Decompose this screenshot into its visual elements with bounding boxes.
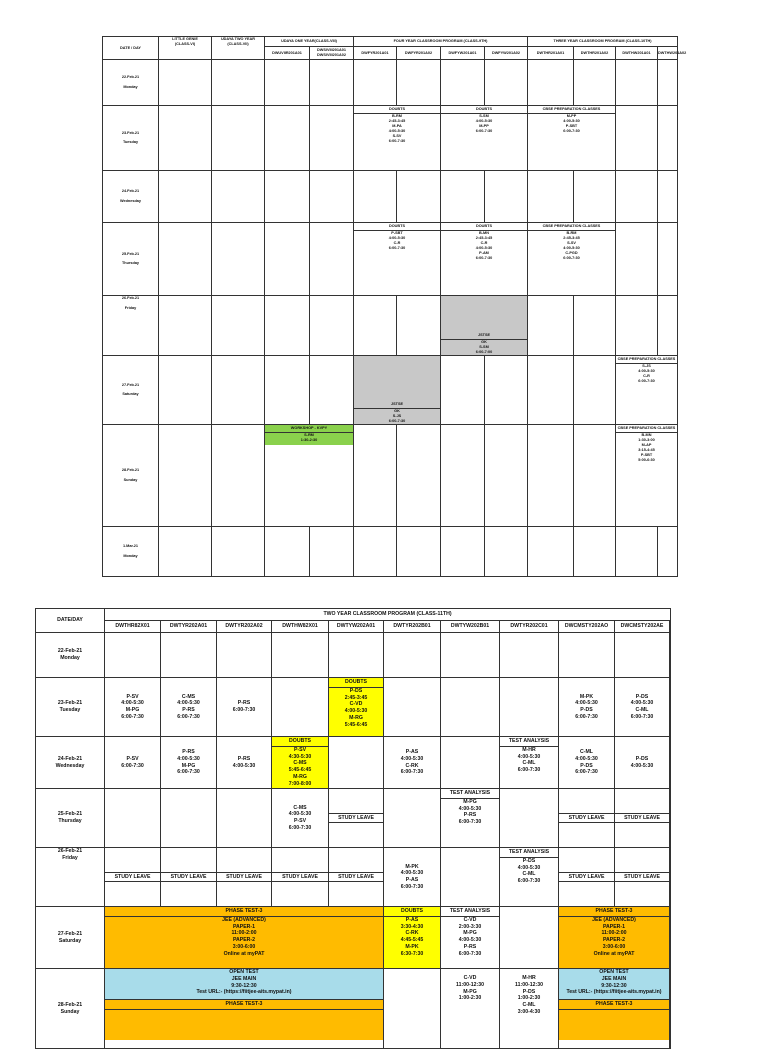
batch-header: DWTHR201A02 (574, 47, 616, 60)
date-cell: 24-Feb-21 Wednesday (36, 737, 105, 789)
timetable-classes-6-to-10 (102, 36, 687, 577)
study-leave-cell: STUDY LEAVE (559, 789, 615, 848)
study-leave-cell: STUDY LEAVE (105, 848, 161, 907)
doubts-cell: DOUBTS P-AS 3:30-4:30 C-RK 4:45-5:45 M-PK 6:30-7:30 (384, 907, 441, 969)
batch-header: DWFYR201A02 (397, 47, 441, 60)
phase-test-cell: PHASE TEST-3 JEE (ADVANCED) PAPER-1 11:00-2:00 PAPER-2 3:00-6:00 Online at myPAT (105, 907, 384, 969)
batch-header: DWTHR201A01 (528, 47, 574, 60)
date-cell: 23.Feb.21 Tuesday (103, 106, 159, 171)
jstse-cell: JSTSE GK S-SM 6:00-7:00 (441, 296, 528, 356)
date-cell: 27.Feb.21 Saturday (103, 356, 159, 425)
test-analysis-label: TEST ANALYSIS (441, 789, 499, 799)
batch-header: DWSIVIII201A01 DWSIVIII201A02 (310, 47, 354, 60)
batch-header: DWFYR201A01 (354, 47, 397, 60)
cbse-label: CBSE PREPARATION CLASSES (528, 223, 615, 231)
batch-header: DWTYR202C01 (500, 621, 559, 633)
test-analysis-cell: TEST ANALYSIS M-HR 4:00-5:30 C-ML 6:00-7:30 (500, 737, 559, 789)
workshop-label: WORKSHOP - KVPY (265, 425, 353, 433)
date-cell: 25-Feb-21 Thursday (36, 789, 105, 848)
cbse-cell: CBSE PREPARATION CLASSES S-JS 4:00-5:30 C-R 6:00-7:30 (616, 356, 678, 425)
date-cell: 22-Feb-21 Monday (36, 633, 105, 678)
jstse-label: JSTSE (354, 401, 440, 409)
date-cell: 26-Feb-21 Friday (36, 848, 105, 907)
doubts-label: DOUBTS (384, 907, 440, 917)
cbse-label: CBSE PREPARATION CLASSES (528, 106, 615, 114)
study-leave-cell: STUDY LEAVE (559, 848, 615, 907)
study-leave-cell: STUDY LEAVE (329, 789, 384, 848)
batch-header: DWTHR82X01 (105, 621, 161, 633)
doubts-cell: DOUBTS B-MN 2:45-3:45 C-R 4:00-5:30 P-AM 6:00-7:30 (441, 223, 528, 296)
header-date-day: DATE / DAY (103, 37, 159, 60)
doubts-cell: DOUBTS P-SBT 4:00-5:30 C-R 6:00-7:30 (354, 223, 441, 296)
header-little-genie: LITTLE GENIE (CLASS-VI) (159, 37, 212, 60)
header-three-year-program: THREE YEAR CLASSROOM PROGRAM (CLASS-10TH) (528, 37, 678, 47)
date-cell: 24.Feb.21 Wednesday (103, 171, 159, 223)
batch-header: DWTYR202A01 (161, 621, 217, 633)
date-cell: 25.Feb.21 Thursday (103, 223, 159, 296)
batch-header: DWTHW201A02 (658, 47, 678, 60)
date-cell: 28-Feb-21 Sunday (36, 969, 105, 1049)
phase-test-label: PHASE TEST-3 (105, 1000, 383, 1010)
doubts-cell: DOUBTS B-RM 2:45-3:45 M-PA 4:00-5:30 S-SV 6:00-7:30 (354, 106, 441, 171)
doubts-label: DOUBTS (441, 106, 527, 114)
study-leave-cell: STUDY LEAVE (615, 789, 670, 848)
phase-test-label: PHASE TEST-3 (559, 907, 669, 917)
doubts-label: DOUBTS (441, 223, 527, 231)
study-leave-cell: STUDY LEAVE (615, 848, 670, 907)
test-analysis-cell: TEST ANALYSIS M-PG 4:00-5:30 P-RS 6:00-7:30 (441, 789, 500, 848)
workshop-cell: WORKSHOP - KVPY S-RM 1:30-2:30 (265, 425, 354, 527)
batch-header: DWFYW201A02 (485, 47, 528, 60)
cbse-label: CBSE PREPARATION CLASSES (616, 356, 677, 364)
cbse-label: CBSE PREPARATION CLASSES (616, 425, 677, 433)
doubts-label: DOUBTS (329, 678, 383, 688)
date-cell: 27-Feb-21 Saturday (36, 907, 105, 969)
batch-header: DWTYR202A02 (217, 621, 272, 633)
study-leave-cell: STUDY LEAVE (272, 848, 329, 907)
header-udaya-two-year: UDAYA TWO YEAR (CLASS-VII) (212, 37, 265, 60)
open-test-cell: OPEN TEST JEE MAIN 9:30-12:30 Test URL:- (https://fiitjee-aits.mypat.in) PHASE TEST-3 (105, 969, 384, 1049)
doubts-cell: DOUBTS S-SM 4:00-5:30 M-PP 6:00-7:30 (441, 106, 528, 171)
study-leave-cell: STUDY LEAVE (217, 848, 272, 907)
batch-header: DWTYR202B01 (384, 621, 441, 633)
test-analysis-cell: TEST ANALYSIS C-VD 2:00-3:30 M-PG 4:00-5:30 P-RS 6:00-7:30 (441, 907, 500, 969)
header-two-year-program: TWO YEAR CLASSROOM PROGRAM (CLASS-11TH) (105, 609, 671, 621)
study-leave-cell: STUDY LEAVE (161, 848, 217, 907)
doubts-label: DOUBTS (354, 223, 440, 231)
test-analysis-label: TEST ANALYSIS (441, 907, 499, 917)
batch-header: DWFYW201A01 (441, 47, 485, 60)
date-cell: 23-Feb-21 Tuesday (36, 678, 105, 737)
doubts-cell: DOUBTS P-DS 2:45-3:45 C-VD 4:00-5:30 M-RG 5:45-6:45 (329, 678, 384, 737)
date-cell: 22.Feb.21 Monday (103, 60, 159, 106)
doubts-label: DOUBTS (354, 106, 440, 114)
batch-header: DWTHW201A01 (616, 47, 658, 60)
test-analysis-label: TEST ANALYSIS (500, 737, 558, 747)
doubts-cell: DOUBTS P-SV 4:30-5:30 C-MS 5:45-6:45 M-RG 7:00-8:00 (272, 737, 329, 789)
batch-header: DWCMSTY202AO (559, 621, 615, 633)
batch-header: DWTYW202A01 (329, 621, 384, 633)
date-cell: 1.Mar.21 Monday (103, 527, 159, 577)
batch-header: DWUVIIR201A01 (265, 47, 310, 60)
batch-header: DWTHW82X01 (272, 621, 329, 633)
header-date-day: DATE/DAY (36, 609, 105, 633)
date-cell: 26.Feb.21 Friday (103, 296, 159, 356)
doubts-label: DOUBTS (272, 737, 328, 747)
jstse-label: JSTSE (441, 332, 527, 340)
study-leave-cell: STUDY LEAVE (329, 848, 384, 907)
cbse-cell: CBSE PREPARATION CLASSES M-PP 4:00-5:30 P-SBT 6:00-7:30 (528, 106, 616, 171)
cbse-cell: CBSE PREPARATION CLASSES B-MN 1:30-3:00 M-AP 3:15-4:45 P-SBT 5:00-6:30 (616, 425, 678, 527)
timetable-class-11: DATE/DAY TWO YEAR CLASSROOM PROGRAM (CLASS-11TH) DWTHR82X01 DWTYR202A01 DWTYR202A02 DWTHW82X01 DWTYW202A01 DWTYR202B01 DWTYW202B01 DWTYR202C01 DWCMSTY202AO DWCMSTY202AE 22-Feb-21 Monday 23-Feb-21 Tuesday P-SV 4:00-5:30 M-PG 6:00-7:30 C-MS 4:00-5:30 P-RS 6:00-7:30 P-RS 6:00-7:30 DOUBTS P-DS 2:45-3:45 C-VD 4:00-5:30 M-RG 5:45-6:45 M-PK 4:00-5:30 P-DS 6:00-7:30 P-DS 4:00-5:30 C-ML 6:00-7:30 24-Feb-21 Wednesday P-SV 6:00-7:30 P-RS 4:00-5:30 M-PG 6:00-7:30 P-RS 4:00-5:30 DOUBTS P-SV 4:30-5:30 C-MS 5:45-6:45 M-RG 7:00-8:00 P-AS 4:00-5:30 C-RK 6:00-7:30 TEST ANALYSIS M-HR 4:00-5:30 C-ML 6:00-7:30 C-ML 4:00-5:30 P-DS 6:00-7:30 P-DS 4:00-5:30 25-Feb-21 Thursday C-MS 4:00-5:30 P-SV 6:00-7:30 STUDY LEAVE TEST ANALYSIS M-PG 4:00-5:30 P-RS 6:00-7:30 STUDY LEAVE STUDY LEAVE 26-Feb-21 Friday STUDY LEAVE STUDY LEAVE STUDY LEAVE STUDY LEAVE STUDY LEAVE M-PK 4:00-5:30 P-AS 6:00-7:30 TEST ANALYSIS P-DS 4:00-5:30 C-ML 6:00-7:30 STUDY LEAVE STUDY LEAVE 27-Feb-21 Saturday PHASE TEST-3 JEE (ADVANCED) PAPER-1 11:00-2:00 PAPER-2 3:00-6:00 Online at myPAT DOUBTS P-AS 3:30-4:30 C-RK 4:45-5:45 M-PK 6:30-7:30 TEST ANALYSIS C-VD 2:00-3:30 M-PG 4:00-5:30 P-RS 6:00-7:30 PHASE TEST-3 JEE (ADVANCED) PAPER-1 11:00-2:00 PAPER-2 3:00-6:00 Online at myPAT 28-Feb-21 Sunday OPEN TEST JEE MAIN 9:30-12:30 Test URL:- (https://fiitjee-aits.mypat.in) PHASE TEST-3 C-VD 11:00-12:30 M-PG 1:00-2:30 M-HR 11:00-12:30 P-DS 1:00-2:30 C-ML 3:00-4:30 OPEN TEST JEE MAIN 9:30-12:30 Test URL:- (https://fiitjee-aits.mypat.in) PHASE TEST-3 (35, 608, 671, 1049)
header-udaya-one-year: UDAYA ONE YEAR(CLASS-VIII) (265, 37, 354, 47)
phase-test-cell: PHASE TEST-3 JEE (ADVANCED) PAPER-1 11:00-2:00 PAPER-2 3:00-6:00 Online at myPAT (559, 907, 670, 969)
open-test-cell: OPEN TEST JEE MAIN 9:30-12:30 Test URL:- (https://fiitjee-aits.mypat.in) PHASE TEST-3 (559, 969, 670, 1049)
phase-test-label: PHASE TEST-3 (105, 907, 383, 917)
batch-header: DWCMSTY202AE (615, 621, 670, 633)
header-four-year-program: FOUR YEAR CLASSROOM PROGRAM (CLASS-9TH) (354, 37, 528, 47)
phase-test-label: PHASE TEST-3 (559, 1000, 669, 1010)
jstse-cell: JSTSE GK S-JS 6:00-7:30 (354, 356, 441, 425)
batch-header: DWTYW202B01 (441, 621, 500, 633)
date-cell: 28.Feb.21 Sunday (103, 425, 159, 527)
cbse-cell: CBSE PREPARATION CLASSES B-RM 2:45-3:45 S-SV 4:00-5:30 C-PGD 6:00-7:30 (528, 223, 616, 296)
test-analysis-label: TEST ANALYSIS (500, 848, 558, 858)
test-analysis-cell: TEST ANALYSIS P-DS 4:00-5:30 C-ML 6:00-7:30 (500, 848, 559, 907)
